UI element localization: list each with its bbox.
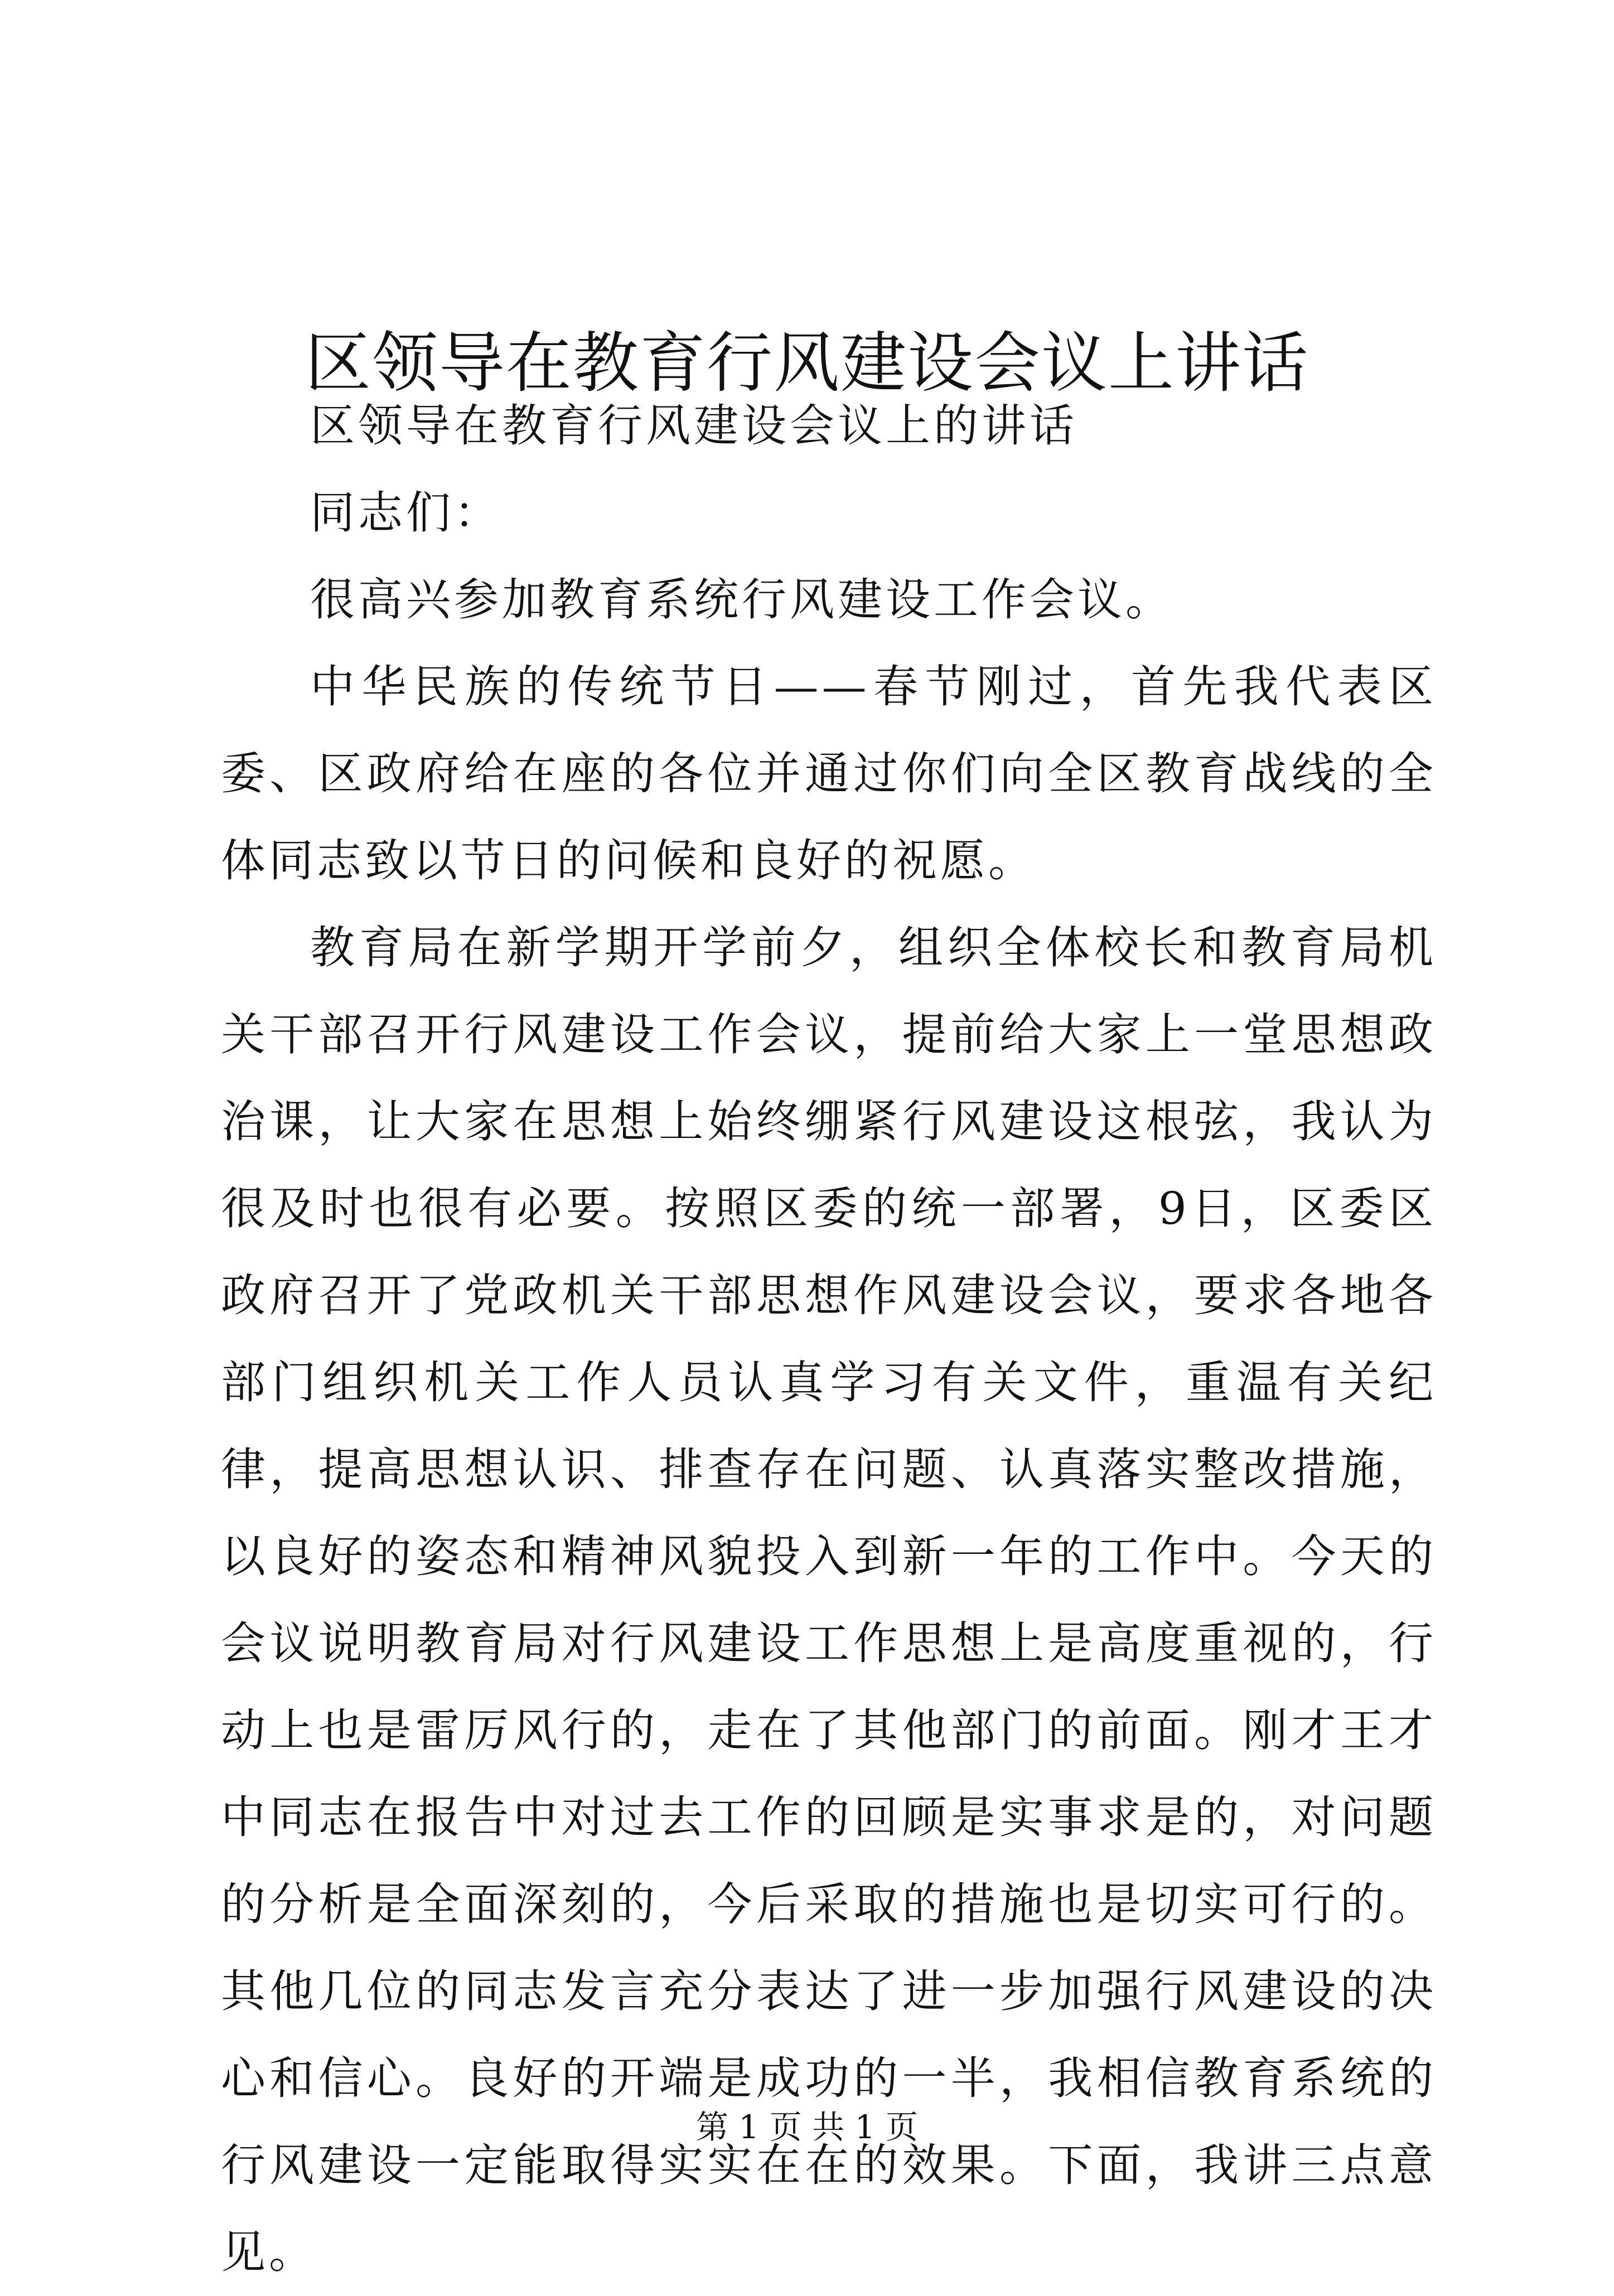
main-paragraph: 教育局在新学期开学前夕，组织全体校长和教育局机关干部召开行风建设工作会议，提前给大家上一堂思想政治课，让大家在思想上始终绷紧行风建设这根弦，我认为很及时也很有必要。按照区委的统一部署，9日，区委区政府召开了党政机关干部思想作风建设会议，要求各地各部门组织机关工作人员认真学习有关文件，重温有关纪律，提高思想认识、排查存在问题、认真落实整改措施，以良好的姿态和精神风貌投入到新一年的工作中。今天的会议说明教育局对行风建设工作思想上是高度重视的，行动上也是雷厉风行的，走在了其他部门的前面。刚才王才中同志在报告中对过去工作的回顾是实事求是的，对问题的分析是全面深刻的，今后采取的措施也是切实可行的。其他几位的同志发言充分表达了进一步加强行风建设的决心和信心。良好的开端是成功的一半，我相信教育系统的行风建设一定能取得实实在在的效果。下面，我讲三点意见。 — [221, 922, 1437, 2278]
greeting-paragraph: 中华民族的传统节日——春节刚过，首先我代表区委、区政府给在座的各位并通过你们向全区教育战线的全体同志致以节日的问候和良好的祝愿。 — [221, 661, 1437, 887]
opening-paragraph: 很高兴参加教育系统行风建设工作会议。 — [310, 574, 1173, 626]
salutation-paragraph: 同志们： — [310, 487, 502, 539]
subtitle-paragraph: 区领导在教育行风建设会议上的讲话 — [310, 400, 1077, 452]
document-title: 区领导在教育行风建设会议上讲话 — [305, 324, 1309, 402]
page-number-footer: 第 1 页 共 1 页 — [696, 2108, 918, 2146]
document-body — [221, 382, 1437, 2296]
